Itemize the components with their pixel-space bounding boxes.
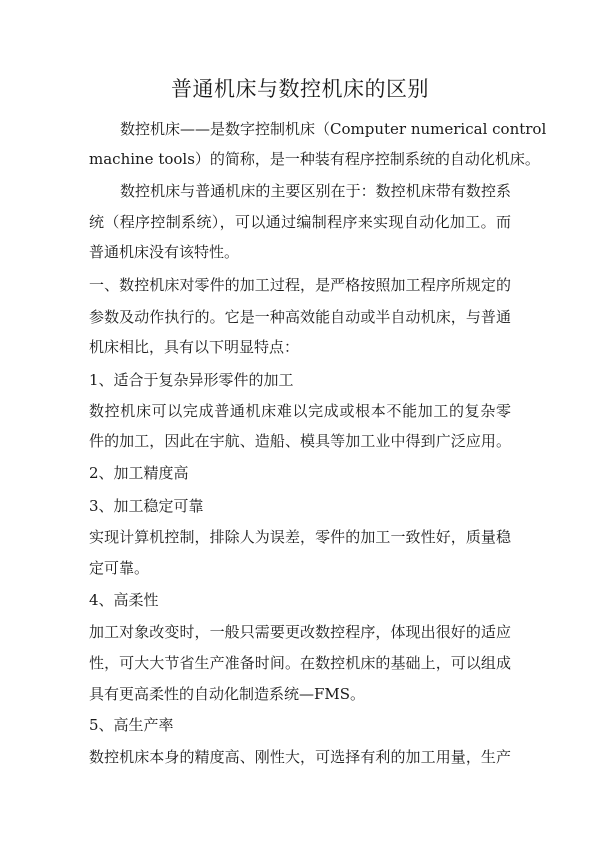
section-heading: 1、适合于复杂异形零件的加工 (89, 371, 294, 389)
paragraph-line: 数控机床本身的精度高、刚性大，可选择有利的加工用量，生产 (89, 748, 511, 766)
document-title: 普通机床与数控机床的区别 (171, 77, 429, 101)
section-heading: 4、高柔性 (89, 591, 159, 609)
paragraph-line: 件的加工，因此在宇航、造船、模具等加工业中得到广泛应用。 (89, 432, 511, 450)
paragraph-line: 数控机床——是数字控制机床（Computer numerical control (120, 120, 547, 138)
section-heading: 5、高生产率 (89, 716, 174, 734)
paragraph-line: 数控机床与普通机床的主要区别在于：数控机床带有数控系 (120, 182, 511, 200)
paragraph-line: 参数及动作执行的。它是一种高效能自动或半自动机床，与普通 (89, 308, 511, 326)
paragraph-line: 定可靠。 (89, 559, 150, 577)
paragraph-line: 机床相比，具有以下明显特点： (89, 338, 300, 356)
paragraph-line: 实现计算机控制，排除人为误差，零件的加工一致性好，质量稳 (89, 528, 511, 546)
section-heading: 2、加工精度高 (89, 464, 189, 482)
paragraph-line: 具有更高柔性的自动化制造系统—FMS。 (89, 685, 366, 703)
paragraph-line: 加工对象改变时，一般只需要更改数控程序，体现出很好的适应 (89, 623, 511, 641)
paragraph-line: 一、数控机床对零件的加工过程，是严格按照加工程序所规定的 (89, 276, 511, 294)
paragraph-line: 数控机床可以完成普通机床难以完成或根本不能加工的复杂零 (89, 402, 511, 420)
paragraph-line: 统（程序控制系统），可以通过编制程序来实现自动化加工。而 (89, 213, 511, 231)
paragraph-line: machine tools）的简称，是一种装有程序控制系统的自动化机床。 (89, 150, 540, 168)
section-heading: 3、加工稳定可靠 (89, 497, 204, 515)
paragraph-line: 性，可大大节省生产准备时间。在数控机床的基础上，可以组成 (89, 654, 511, 672)
paragraph-line: 普通机床没有该特性。 (89, 243, 240, 261)
